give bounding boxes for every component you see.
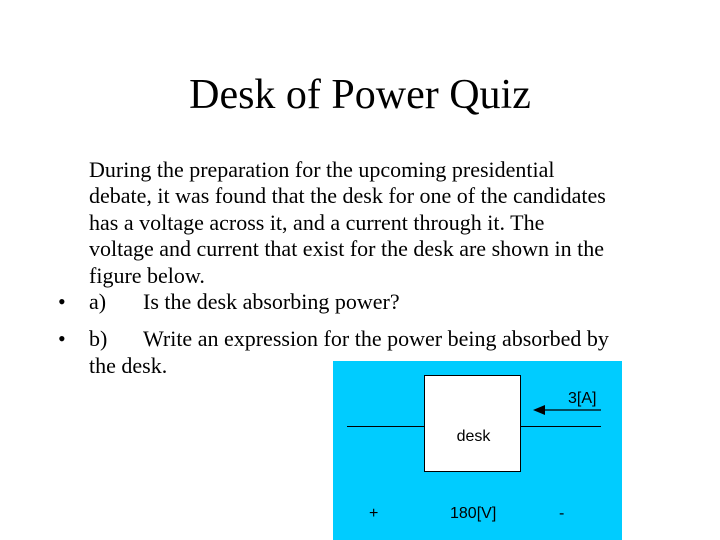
paragraph-line: During the preparation for the upcoming presidential bbox=[89, 157, 555, 182]
desk-box bbox=[424, 375, 521, 472]
desk-label: desk bbox=[456, 428, 491, 445]
circuit-figure bbox=[333, 361, 622, 540]
bullet-label: b) bbox=[89, 326, 108, 351]
current-label: 3[A] bbox=[568, 390, 597, 407]
bullet-marker: • bbox=[58, 289, 66, 314]
paragraph-line: debate, it was found that the desk for one of the candidates bbox=[89, 183, 606, 209]
minus-terminal: - bbox=[559, 505, 565, 522]
bullet-item-b bbox=[89, 326, 689, 352]
left-wire bbox=[347, 426, 424, 427]
paragraph-line: figure below. bbox=[89, 262, 205, 288]
paragraph-line: voltage and current that exist for the desk are shown in the bbox=[89, 236, 605, 262]
bullet-continuation: the desk. bbox=[89, 353, 168, 378]
slide-title: Desk of Power Quiz bbox=[189, 72, 531, 118]
voltage-label: 180[V] bbox=[450, 505, 497, 522]
bullet-marker: • bbox=[58, 326, 66, 351]
problem-paragraph bbox=[89, 157, 669, 289]
paragraph-line: has a voltage across it, and a current through it. The bbox=[89, 209, 545, 235]
right-wire bbox=[521, 426, 601, 427]
bullet-text: Is the desk absorbing power? bbox=[143, 289, 400, 314]
bullet-label: a) bbox=[89, 289, 107, 314]
plus-terminal: + bbox=[369, 505, 379, 522]
bullet-text: Write an expression for the power being absorbed by bbox=[143, 326, 609, 351]
bullet-item-a bbox=[89, 289, 689, 315]
